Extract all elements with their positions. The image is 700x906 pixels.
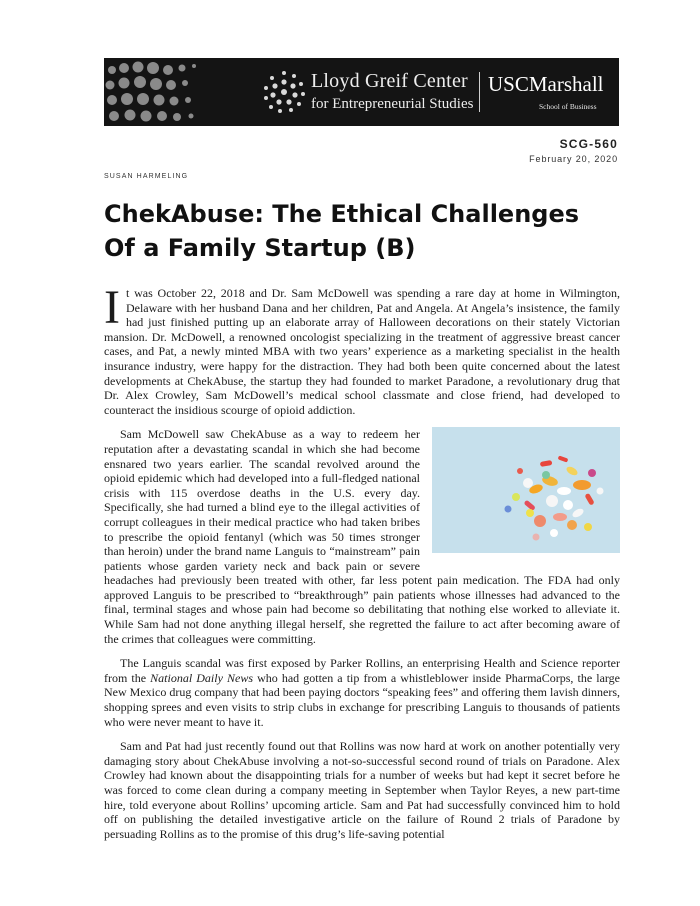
paragraph-2-text: Sam McDowell saw ChekAbuse as a way to redeem her reputation after a devastating scandal in which she had become ensnared two years earlier. The scandal revolved around the opioid epidemic which had developed into a full-fledged national crisis with 115 overdose deaths in the U.S. every day. Specifically, she had turned a blind eye to the illegal activities of corrupt colleagues in their medical practice who had taken bribes to prescribe the opioid fentanyl (which was 50 times stronger than heroin) under the brand name Languis to “mainstream” pain patients whose garden variety neck and back pain or severe headaches had previously been treated with other, far less potent pain medication. The FDA had only approved Languis to be prescribed to “breakthrough” pain patients whose illnesses had advanced to the final, terminal stages and whose pain had become so debilitating that nothing else worked to alleviate it. While Sam had not done anything illegal herself, she regretted the failure to act after becoming aware of the crimes that colleagues were committing. xyxy=(104,427,620,646)
school-of-business-label: School of Business xyxy=(539,102,597,111)
center-name: Lloyd Greif Center xyxy=(311,70,468,92)
pills-photo xyxy=(432,427,620,553)
paragraph-3 xyxy=(104,656,620,729)
paragraph-1 xyxy=(104,281,620,417)
paragraph-2 xyxy=(104,427,620,646)
title-line-1: ChekAbuse: The Ethical Challenges xyxy=(104,200,580,228)
author-name: SUSAN HARMELING xyxy=(104,173,189,180)
greif-logo-icon xyxy=(262,70,306,114)
case-code: SCG-560 xyxy=(559,137,618,151)
drop-cap: I xyxy=(104,281,120,334)
paragraph-1-text: t was October 22, 2018 and Dr. Sam McDowell was spending a rare day at home in Wilmington, Delaware with her husband Dana and her children, Pat and Angela. At Angela’s insistence, the family had just finished putting up an elaborate array of Halloween decorations on their stately Victorian mansion. Dr. McDowell, a renowned oncologist specializing in the treatment of aggressive breast cancer cases, and Pat, a newly minted MBA with two years’ experience as a marketing specialist in the health insurance industry, were happy for the distraction. They had both been quite concerned about the latest developments at ChekAbuse, the startup they had founded to market Paradone, a revolutionary drug that Dr. Alex Crowley, Sam McDowell’s medical school classmate and close friend, had developed to counteract the insidious scourge of opioid addiction. xyxy=(104,286,620,417)
title-line-2: Of a Family Startup (B) xyxy=(104,234,416,262)
pills-image-icon xyxy=(432,427,620,553)
newspaper-name: National Daily News xyxy=(150,670,253,685)
usc-marshall-logo: USCMarshall xyxy=(488,72,604,96)
paragraph-3-text-b: who had gotten a tip from a whistleblower inside PharmaCorps, the large New Mexico drug company that had been paying doctors “speaking fees” and offering them lavish dinners, shopping sprees and even visits to strip clubs in exchange for prescribing Languis to thousands of patients who were never meant to have it. xyxy=(104,670,620,729)
case-date: February 20, 2020 xyxy=(529,154,618,164)
logo-divider xyxy=(479,72,480,112)
case-title xyxy=(104,197,624,265)
decorative-dots xyxy=(104,58,204,126)
case-body xyxy=(104,281,620,851)
center-subtitle: for Entrepreneurial Studies xyxy=(311,96,474,112)
paragraph-4 xyxy=(104,739,620,841)
paragraph-4-text: Sam and Pat had just recently found out that Rollins was now hard at work on another potentially very damaging story about ChekAbuse involving a not-so-successful second round of trials on Paradone. Alex Crowley had known about the disappointing trials for a number of weeks but had kept it secret before he was forced to come clean during a company meeting in September when Taylor Reyes, a new part-time hire, told everyone about Rollins’ upcoming article. Sam and Pat had successfully convinced him to hold off on publishing the detailed investigative article on the failure of Round 2 trials of Paradone by persuading Rollins as to the promise of this drug’s life-saving potential xyxy=(104,739,620,841)
paragraph-3-text-a: The Languis scandal was first exposed by Parker Rollins, an enterprising Health and Science reporter from the xyxy=(104,656,620,685)
header-banner xyxy=(104,58,619,126)
